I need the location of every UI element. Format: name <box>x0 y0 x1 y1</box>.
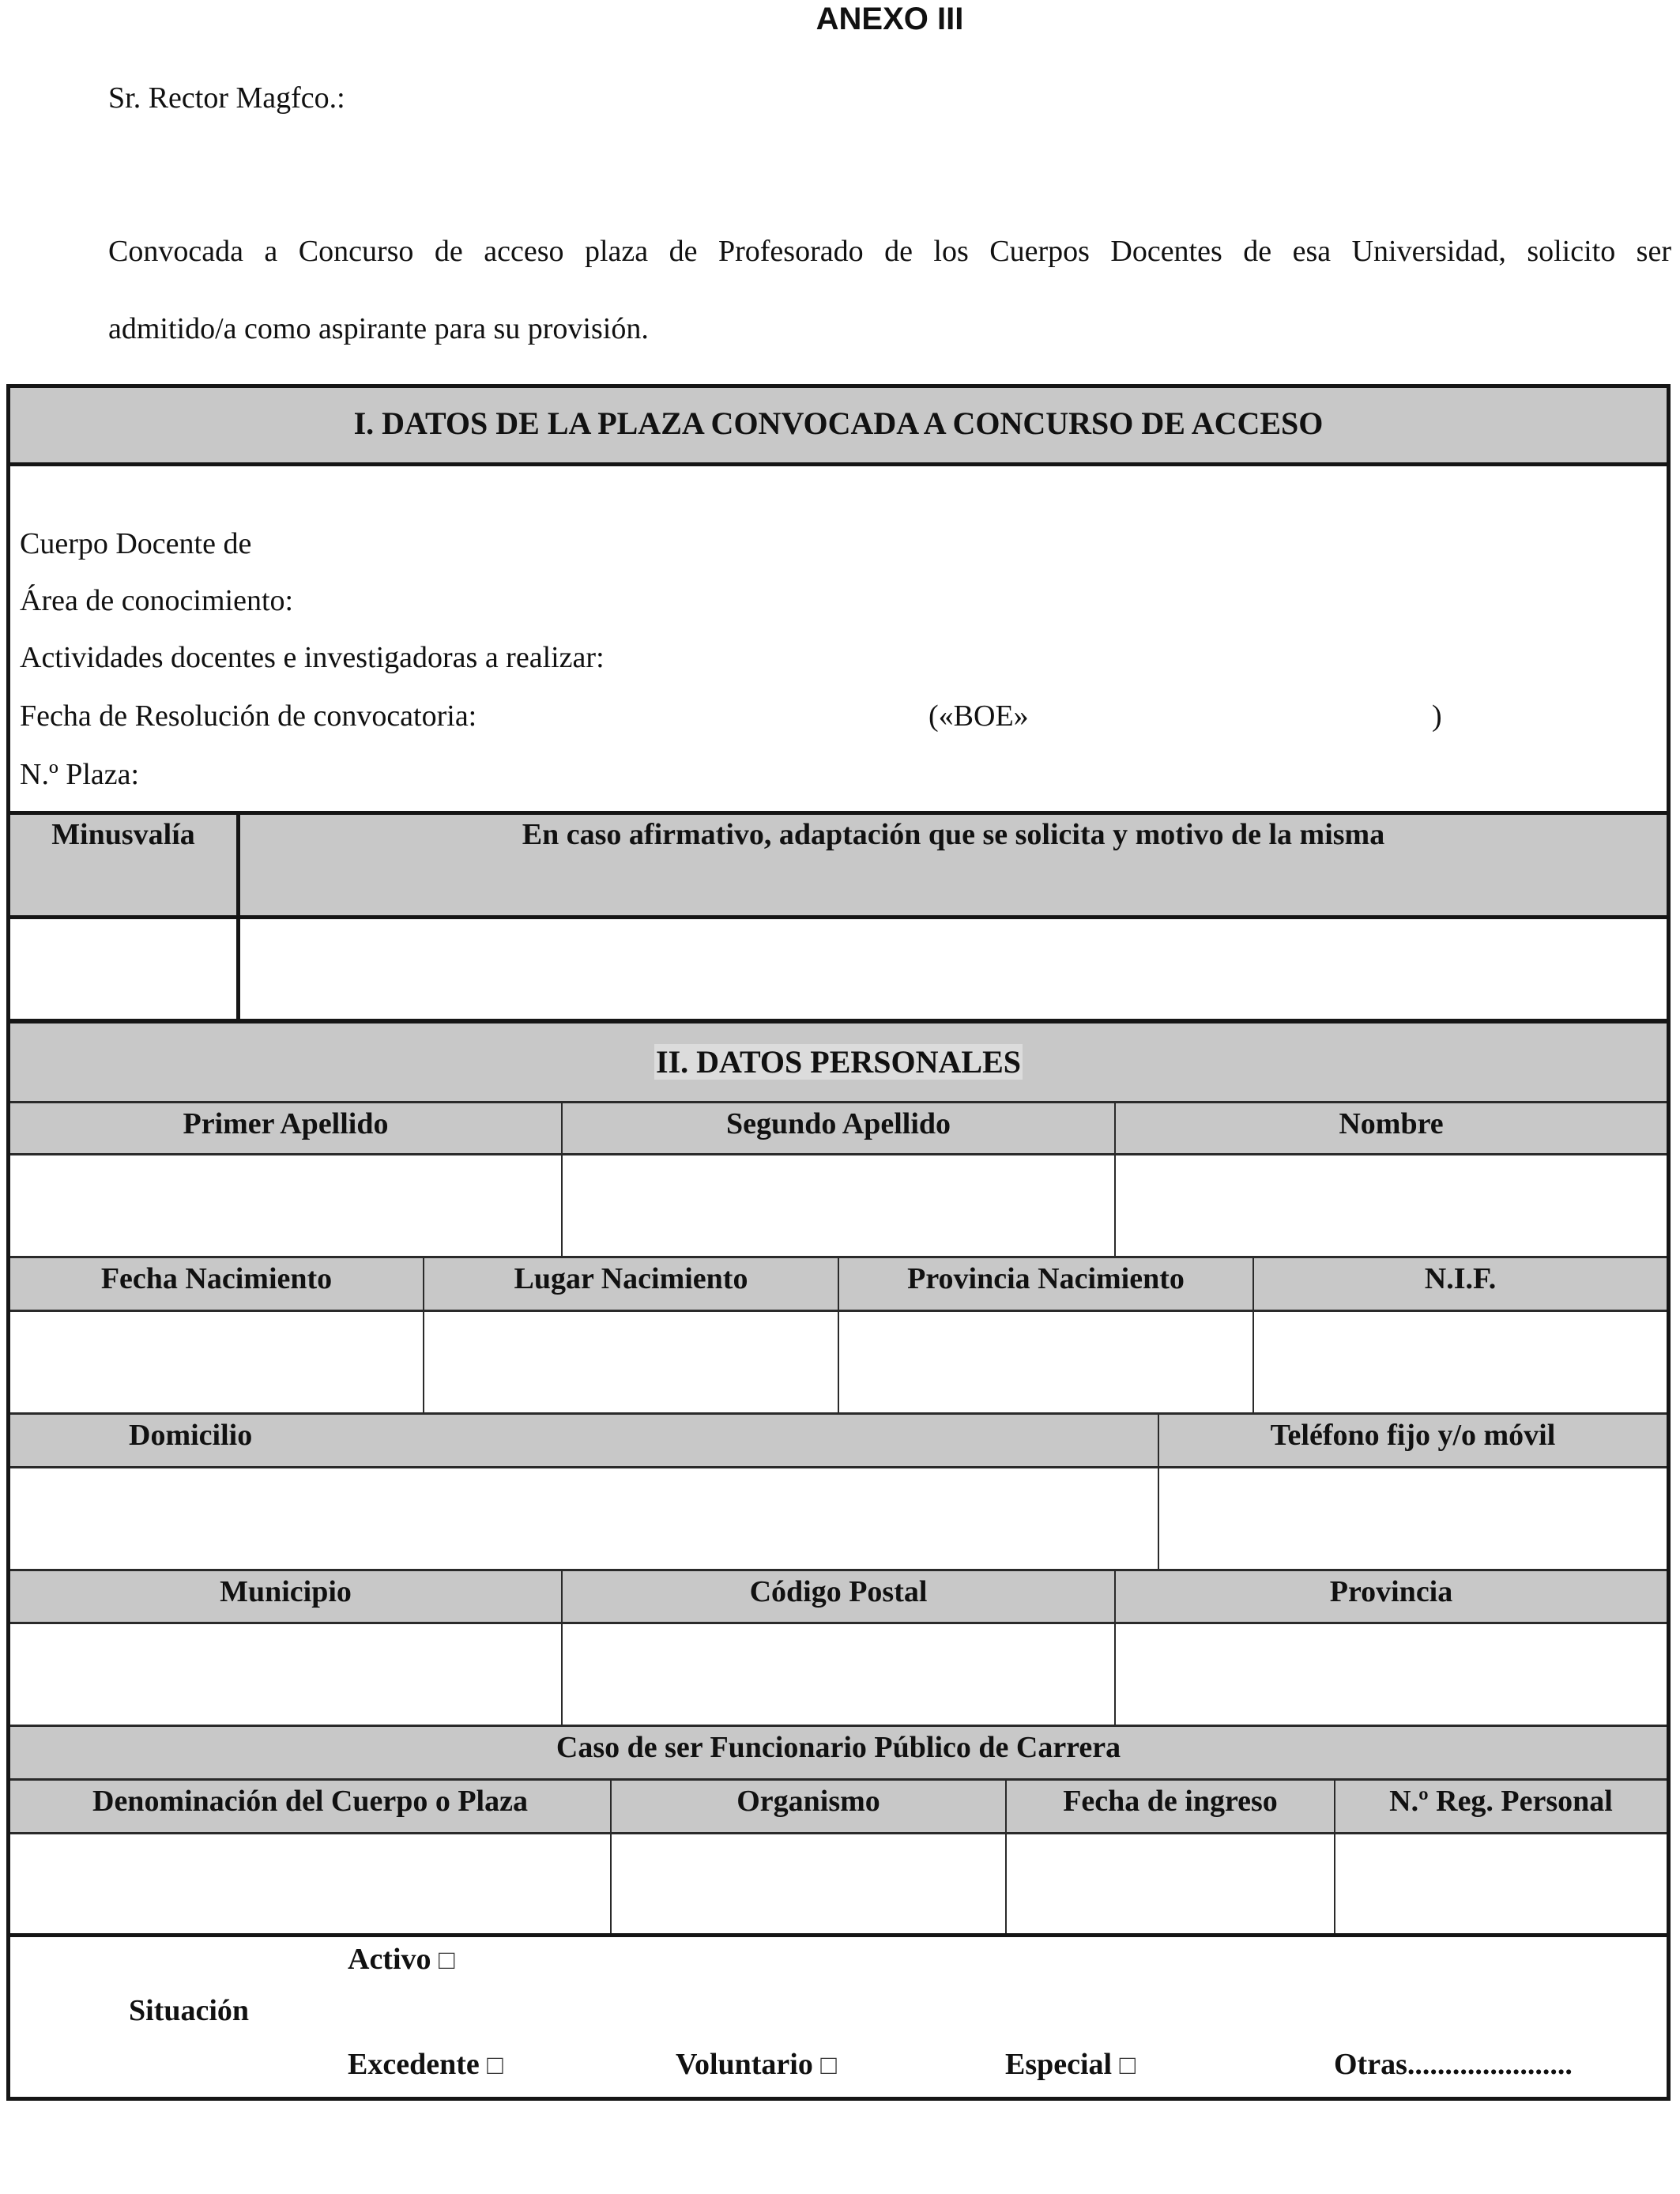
voluntario-checkbox[interactable]: □ <box>820 2051 837 2080</box>
fecha-ingreso-label: Fecha de ingreso <box>1063 1785 1278 1818</box>
salutation: Sr. Rector Magfco.: <box>108 81 345 115</box>
excedente-label: Excedente <box>348 2048 480 2081</box>
nombre-field[interactable] <box>1116 1155 1667 1255</box>
adaptacion-field[interactable] <box>240 919 1667 1019</box>
divider <box>6 462 1671 466</box>
section-2-title-wrap <box>10 1043 1667 1081</box>
primer-apellido-label: Primer Apellido <box>183 1107 389 1140</box>
excedente-option[interactable] <box>348 2045 503 2085</box>
lugar-nacimiento-field[interactable] <box>424 1312 838 1412</box>
plaza-label: N.º Plaza: <box>20 758 140 791</box>
minusvalia-field[interactable] <box>10 919 236 1019</box>
nif-field[interactable] <box>1254 1312 1667 1412</box>
funcionario-title: Caso de ser Funcionario Público de Carrera <box>556 1731 1121 1764</box>
fecha-nacimiento-label: Fecha Nacimiento <box>100 1262 333 1295</box>
activo-checkbox[interactable]: □ <box>439 1946 455 1975</box>
voluntario-option[interactable] <box>676 2045 837 2085</box>
voluntario-label: Voluntario <box>676 2048 813 2081</box>
municipio-label: Municipio <box>220 1575 352 1608</box>
provincia-field[interactable] <box>1116 1624 1667 1724</box>
organismo-field[interactable] <box>612 1834 1005 1934</box>
section-1-title: I. DATOS DE LA PLAZA CONVOCADA A CONCURSO DE ACCESO <box>353 405 1324 441</box>
nombre-label: Nombre <box>1339 1107 1444 1140</box>
activo-option[interactable] <box>348 1940 455 1980</box>
fecha-ingreso-field[interactable] <box>1007 1834 1334 1934</box>
domicilio-field[interactable] <box>10 1468 1158 1568</box>
reg-personal-field[interactable] <box>1335 1834 1667 1934</box>
segundo-apellido-field[interactable] <box>563 1155 1114 1255</box>
intro-line-1: Convocada a Concurso de acceso plaza de Profesorado de los Cuerpos Docentes de esa Universidad, solicito ser <box>108 235 1671 268</box>
boe-open: («BOE» <box>929 699 1029 733</box>
segundo-apellido-label: Segundo Apellido <box>725 1107 951 1140</box>
reg-personal-label: N.º Reg. Personal <box>1389 1785 1613 1818</box>
especial-checkbox[interactable]: □ <box>1119 2051 1136 2080</box>
document-title: ANEXO III <box>816 2 964 36</box>
denominacion-label: Denominación del Cuerpo o Plaza <box>92 1785 528 1818</box>
activo-label: Activo <box>348 1943 431 1976</box>
primer-apellido-field[interactable] <box>10 1155 561 1255</box>
codigo-postal-field[interactable] <box>563 1624 1114 1724</box>
minusvalia-label: Minusvalía <box>51 818 195 851</box>
nif-label: N.I.F. <box>1424 1262 1497 1295</box>
fecha-nacimiento-field[interactable] <box>10 1312 423 1412</box>
area-conocimiento-label: Área de conocimiento: <box>20 584 294 617</box>
adaptacion-label: En caso afirmativo, adaptación que se solicita y motivo de la misma <box>522 818 1385 851</box>
excedente-checkbox[interactable]: □ <box>487 2051 503 2080</box>
divider <box>6 1933 1671 1937</box>
provincia-nacimiento-label: Provincia Nacimiento <box>907 1262 1185 1295</box>
lugar-nacimiento-label: Lugar Nacimiento <box>514 1262 748 1295</box>
actividades-label: Actividades docentes e investigadoras a realizar: <box>20 641 605 674</box>
intro-line-2: admitido/a como aspirante para su provisión. <box>108 312 649 345</box>
especial-label: Especial <box>1005 2048 1113 2081</box>
especial-option[interactable] <box>1005 2045 1136 2085</box>
section-2-title: II. DATOS PERSONALES <box>656 1044 1021 1080</box>
provincia-label: Provincia <box>1329 1575 1453 1608</box>
provincia-nacimiento-field[interactable] <box>839 1312 1252 1412</box>
telefono-field[interactable] <box>1159 1468 1667 1568</box>
boe-close: ) <box>1432 699 1442 733</box>
denominacion-field[interactable] <box>10 1834 610 1934</box>
situacion-label: Situación <box>129 1994 250 2027</box>
municipio-field[interactable] <box>10 1624 561 1724</box>
cuerpo-docente-label: Cuerpo Docente de <box>20 527 252 560</box>
organismo-label: Organismo <box>736 1785 880 1818</box>
codigo-postal-label: Código Postal <box>749 1575 928 1608</box>
otras-field[interactable]: Otras...................... <box>1334 2048 1573 2081</box>
telefono-label: Teléfono fijo y/o móvil <box>1270 1419 1556 1452</box>
domicilio-label: Domicilio <box>129 1419 253 1452</box>
fecha-resolucion-label: Fecha de Resolución de convocatoria: <box>20 699 477 733</box>
